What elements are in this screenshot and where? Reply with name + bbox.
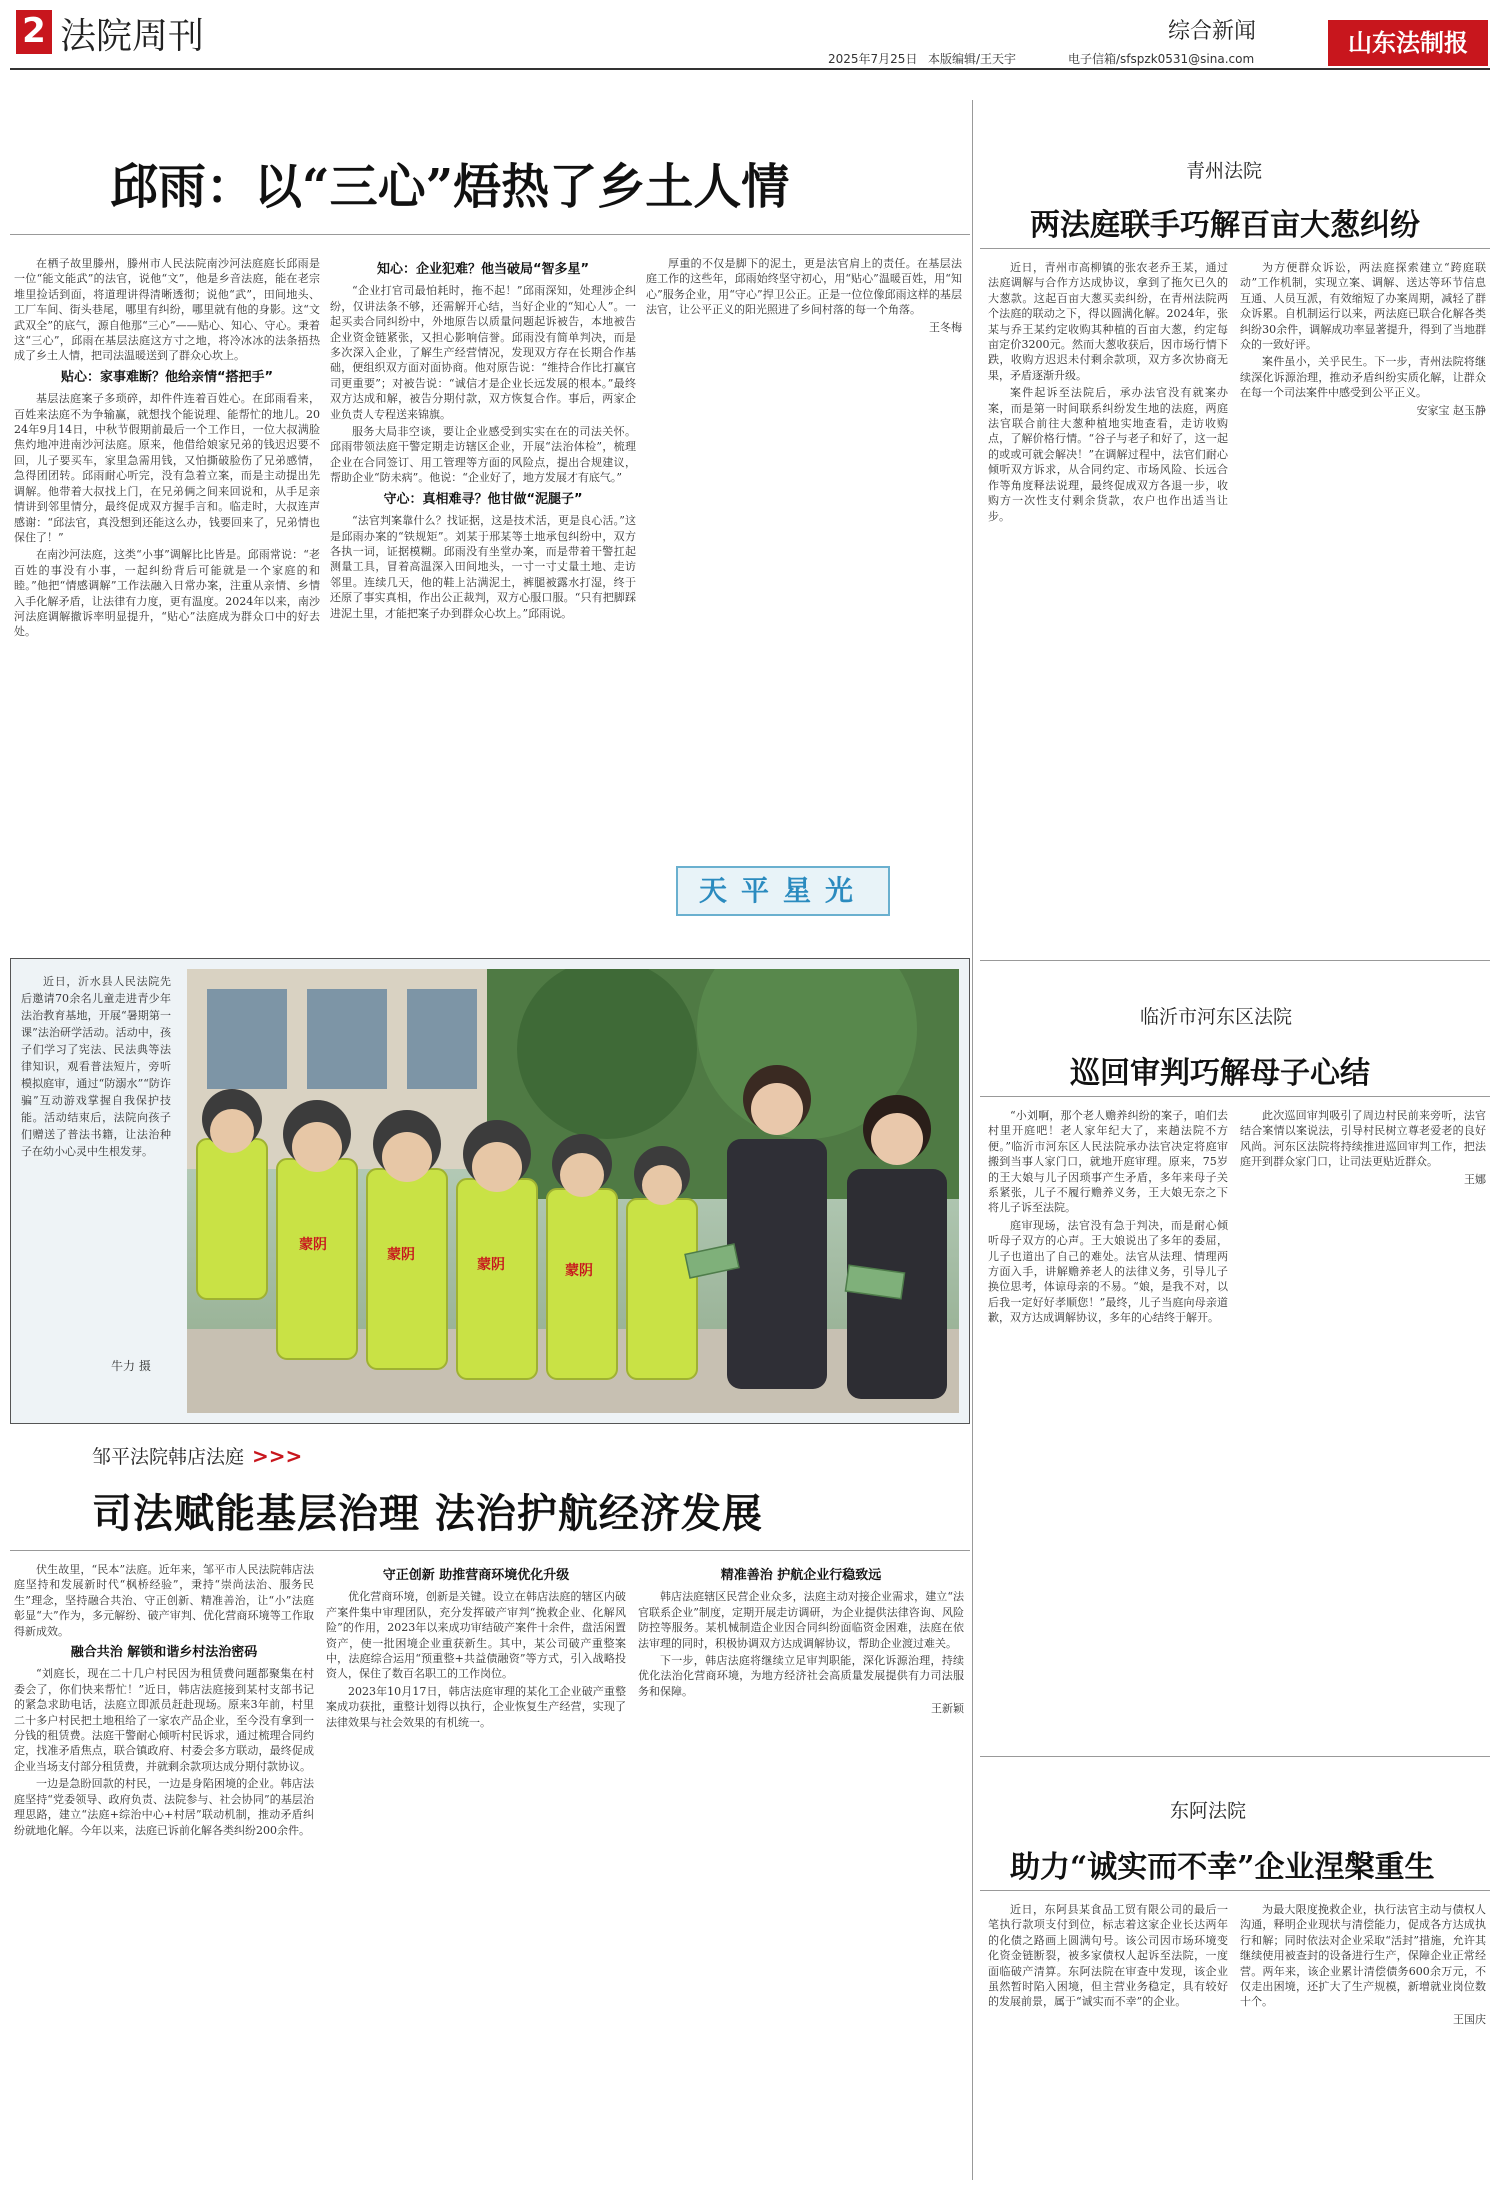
masthead-rule — [10, 68, 1490, 70]
email-label: 电子信箱/sfspzk0531@sina.com — [1068, 52, 1255, 66]
issue-date: 2025年7月25日 — [828, 52, 918, 66]
article4-rule — [980, 1096, 1490, 1097]
article2-body4: 案件虽小，关乎民生。下一步，青州法院将继续深化诉源治理，推动矛盾纠纷实质化解，让群众在每一个司法案件中感受到公平正义。 — [1240, 355, 1486, 400]
section-title: 法院周刊 — [60, 16, 205, 57]
article3-col1 — [14, 1562, 314, 2172]
article4-col1 — [988, 1108, 1228, 1748]
article2-body: 近日，青州市高柳镇的张农老乔王某，通过法庭调解与合作方达成协议，拿到了拖欠已久的大葱款。这起百亩大葱买卖纠纷，在青州法院两个法庭的联动之下，得以圆满化解。2024年，张某与乔王某约定收购其种植的百亩大葱，约定每亩定价3200元。然而大葱收获后，因市场行情下跌，收购方迟迟未付剩余款项，双方多次协商无果，矛盾逐渐升级。 — [988, 261, 1228, 382]
vest-label-3: 蒙阴 — [477, 1257, 505, 1273]
article3-s3-title: 精准善治 护航企业行稳致远 — [720, 1568, 882, 1583]
article5-byline: 王国庆 — [1453, 2012, 1486, 2026]
article3-col3 — [638, 1562, 964, 2172]
article2-col1 — [988, 260, 1228, 920]
kicker-arrows-icon: >>> — [252, 1443, 303, 1468]
article1-s3-body: “法官判案靠什么？找证据，这是技术活，更是良心活。”这是邱雨办案的“铁规矩”。刘某于邢某等土地承包纠纷中，双方各执一词，证据模糊。邱雨没有坐堂办案，而是带着干警扛起测量工具，冒着高温深入田间地头，一寸一寸丈量土地、走访邻里。连续几天，他的鞋上沾满泥土，裤腿被露水打湿，终于还原了事实真相，作出公正裁判，双方心服口服。“只有把脚踩进泥土里，才能把案子办到群众心坎上。”邱雨说。 — [330, 514, 636, 620]
article3-s3-body: 韩店法庭辖区民营企业众多，法庭主动对接企业需求，建立“法官联系企业”制度，定期开展走访调研，为企业提供法律咨询、风险防控等服务。某机械制造企业因合同纠纷面临资金困难，法庭在依法审理的同时，积极协调双方达成调解协议，帮助企业渡过难关。 — [638, 1590, 964, 1650]
article5-col1 — [988, 1902, 1228, 2178]
category-label: 综合新闻 — [1168, 19, 1257, 44]
article1-col3 — [646, 256, 962, 836]
article5-col2 — [1240, 1902, 1486, 2178]
article1-col1 — [14, 256, 320, 936]
paper-logo: 山东法制报 — [1328, 20, 1488, 66]
article2-byline: 安家宝 赵玉静 — [1416, 403, 1486, 417]
article5-kicker: 东阿法院 — [1170, 1800, 1247, 1822]
vest-label-4: 蒙阴 — [565, 1263, 593, 1279]
article5-rule — [980, 1890, 1490, 1891]
article4-title: 巡回审判巧解母子心结 — [1070, 1056, 1370, 1091]
article4-byline: 王娜 — [1464, 1172, 1486, 1186]
vest-label-2: 蒙阴 — [387, 1247, 415, 1263]
article1-s1-body: 基层法庭案子多琐碎，却件件连着百姓心。在邱雨看来，百姓来法庭不为争输赢，就想找个能说理、能帮忙的地儿。2024年9月14日，中秋节假期前最后一个工作日，一位大叔满脸焦灼地冲进南沙河法庭。原来，他借给娘家兄弟的钱迟迟要不回，儿子要买车，家里急需用钱，又怕撕破脸伤了兄弟感情，急得团团转。邱雨耐心听完，没有急着立案，而是主动提出先调解。他带着大叔找上门，在兄弟俩之间来回说和，从手足亲情讲到邻里情分，最终促成双方握手言和。临走时，大叔连声感谢：“邱法官，真没想到还能这么办，钱要回来了，兄弟情也保住了！” — [14, 392, 320, 544]
article3-s1-title: 融合共治 解锁和谐乡村法治密码 — [70, 1645, 258, 1661]
article2-col2 — [1240, 260, 1486, 920]
article4-kicker: 临沂市河东区法院 — [1140, 1006, 1293, 1028]
article4-body: “小刘啊，那个老人赡养纠纷的案子，咱们去村里开庭吧！老人家年纪大了，来趟法院不方便。”临沂市河东区人民法院承办法官决定将庭审搬到当事人家门口，就地开庭审理。原来，75岁的王大娘与儿子因琐事产生矛盾，多年来母子关系紧张，儿子不履行赡养义务，王大娘无奈之下将儿子诉至法院。 — [988, 1109, 1228, 1215]
article2-end-rule — [980, 960, 1490, 961]
article1-s2-body: “企业打官司最怕耗时，拖不起！”邱雨深知，处理涉企纠纷，仅讲法条不够，还需解开心结，当好企业的“知心人”。一起买卖合同纠纷中，外地原告以质量问题起诉被告，本地被告企业资金链紧张，又担心影响信誉。邱雨没有简单判决，而是多次深入企业，了解生产经营情况，发现双方存在长期合作基础，便组织双方面对面协商。他对原告说：“维持合作比打赢官司更重要”；对被告说：“诚信才是企业长远发展的根本。”最终双方达成和解，被告分期付款，双方恢复合作。事后，两家企业负责人专程送来锦旗。 — [330, 284, 636, 421]
page-number-badge: 2 — [16, 10, 52, 54]
article1-s2-title: 知心：企业犯难？他当破局“智多星” — [376, 262, 590, 277]
article5-body2: 为最大限度挽救企业，执行法官主动与债权人沟通，释明企业现状与清偿能力，促成各方达成执行和解；同时依法对企业采取“活封”措施，允许其继续使用被查封的设备进行生产，保障企业正常经营。两年来，该企业累计清偿债务600余万元，不仅走出困境，还扩大了生产规模，新增就业岗位数十个。 — [1240, 1903, 1486, 2009]
article2-rule — [980, 248, 1490, 249]
article1-s2-body2: 服务大局非空谈，要让企业感受到实实在在的司法关怀。邱雨带领法庭干警定期走访辖区企业，开展“法治体检”，梳理企业在合同签订、用工管理等方面的风险点，提出合规建议，帮助企业“防未病”。他说：“企业好了，地方发展才有底气。” — [330, 425, 636, 485]
photo-image — [187, 969, 959, 1413]
column-divider — [972, 100, 973, 2180]
vest-label-1: 蒙阴 — [299, 1237, 327, 1253]
article3-intro: 伏生故里，“民本”法庭。近年来，邹平市人民法院韩店法庭坚持和发展新时代“枫桥经验”，秉持“崇尚法治、服务民生”理念，坚持融合共治、守正创新、精准善治，让“小”法庭彰显“大”作为，多元解纷、破产审判、优化营商环境等工作取得新成效。 — [14, 1563, 314, 1638]
photo-credit: 牛力 摄 — [111, 1359, 151, 1373]
stamp-tianping: 天平星光 — [676, 866, 890, 916]
article3-rule — [10, 1550, 970, 1551]
article5-body: 近日，东阿县某食品工贸有限公司的最后一笔执行款项支付到位，标志着这家企业长达两年的化债之路画上圆满句号。该公司因市场环境变化资金链断裂，被多家债权人起诉至法院，一度面临破产清算。东阿法院在审查中发现，该企业虽然暂时陷入困境，但主营业务稳定，具有较好的发展前景，属于“诚实而不幸”的企业。 — [988, 1903, 1228, 2009]
article1-rule — [10, 234, 970, 235]
article3-kicker-row — [92, 1442, 302, 1469]
article3-col2 — [326, 1562, 626, 2172]
article4-col2 — [1240, 1108, 1486, 1748]
article3-kicker: 邹平法院韩店法庭 — [92, 1446, 245, 1468]
article1-s1-body2: 在南沙河法庭，这类“小事”调解比比皆是。邱雨常说：“老百姓的事没有小事，一起纠纷背后可能就是一个家庭的和睦。”他把“情感调解”工作法融入日常办案，注重从亲情、乡情入手化解矛盾，让法律有力度，更有温度。2024年以来，南沙河法庭调解撤诉率明显提升，“贴心”法庭成为群众口中的好去处。 — [14, 548, 320, 639]
article3-s1-body: “刘庭长，现在二十几户村民因为租赁费问题都聚集在村委会了，你们快来帮忙！”近日，韩店法庭接到某村支部书记的紧急求助电话，法庭立即派员赶赴现场。原来3年前，村里二十多户村民把土地租给了一家农产品企业，至今没有拿到一分钱的租赁费。法庭干警耐心倾听村民诉求，通过梳理合同约定，找准矛盾焦点，联合镇政府、村委会多方联动，最终促成企业当场支付部分租赁费，并就剩余款项达成分期付款协议。 — [14, 1667, 314, 1773]
article5-title: 助力“诚实而不幸”企业涅槃重生 — [1010, 1850, 1435, 1885]
article3-s2-title: 守正创新 助推营商环境优化升级 — [382, 1568, 570, 1583]
article2-kicker: 青州法院 — [1186, 160, 1263, 182]
article3-byline: 王新颖 — [931, 1702, 964, 1716]
photo-caption — [21, 973, 171, 1353]
article4-end-rule — [980, 1756, 1490, 1757]
article2-title: 两法庭联手巧解百亩大葱纠纷 — [1030, 208, 1420, 243]
article1-s1-title: 贴心：家事难断？他给亲情“搭把手” — [60, 369, 274, 385]
article4-body2: 庭审现场，法官没有急于判决，而是耐心倾听母子双方的心声。王大娘说出了多年的委屈，儿子也道出了自己的难处。法官从法理、情理两方面入手，讲解赡养老人的法律义务，引导儿子换位思考，体谅母亲的不易。“娘，是我不对，以后我一定好好孝顺您！”最终，儿子当庭向母亲道歉，双方达成调解协议，多年的心结终于解开。 — [988, 1218, 1228, 1325]
article3-title: 司法赋能基层治理 法治护航经济发展 — [92, 1490, 763, 1537]
article1-intro: 在栖子故里滕州，滕州市人民法院南沙河法庭庭长邱雨是一位“能文能武”的法官，说他“文”，他是乡音法庭，能在老宗堆里捡话到面，将道理讲得清晰透彻；说他“武”，田间地头、工厂车间、街头巷尾，哪里有纠纷，哪里就有他的身影。这“文武双全”的底气，源自他那“三心”——贴心、知心、守心。秉着这“三心”，邱雨在基层法庭这方寸之地，将冷冰冰的法条捂热成了乡土人情，把司法温暖送到了群众心坎上。 — [14, 257, 320, 363]
article1-s3-title: 守心：真相难寻？他甘做“泥腿子” — [383, 491, 583, 507]
article1-title: 邱雨：以“三心”焐热了乡土人情 — [110, 159, 790, 215]
article1-byline: 王冬梅 — [929, 320, 962, 334]
article1-s3-body2: 厚重的不仅是脚下的泥土，更是法官肩上的责任。在基层法庭工作的这些年，邱雨始终坚守初心，用“贴心”温暖百姓，用“知心”服务企业，用“守心”捍卫公正。正是一位位像邱雨这样的基层法官，让公平正义的阳光照进了乡间村落的每一个角落。 — [646, 257, 962, 317]
article3-s2-body2: 2023年10月17日，韩店法庭审理的某化工企业破产重整案成功获批，重整计划得以执行，企业恢复生产经营，实现了法律效果与社会效果的有机统一。 — [326, 1684, 626, 1729]
article3-s2-body: 优化营商环境，创新是关键。设立在韩店法庭的辖区内破产案件集中审理团队，充分发挥破产审判“挽救企业、化解风险”的作用，2023年以来成功审结破产案件十余件，盘活闲置资产，使一批困境企业重获新生。其中，某公司破产重整案中，法庭综合运用“预重整+共益债融资”等方式，引入战略投资人，保住了数百名职工的工作岗位。 — [326, 1590, 626, 1681]
photo-caption-text: 近日，沂水县人民法院先后邀请70余名儿童走进青少年法治教育基地，开展“暑期第一课”法治研学活动。活动中，孩子们学习了宪法、民法典等法律知识，观看普法短片，旁听模拟庭审，通过“防溺水”“防诈骗”互动游戏掌握自我保护技能。活动结束后，法院向孩子们赠送了普法书籍，让法治种子在幼小心灵中生根发芽。 — [21, 975, 171, 1158]
photo-illustration — [187, 969, 959, 1413]
article1-col2 — [330, 256, 636, 936]
article2-body2: 案件起诉至法院后，承办法官没有就案办案，而是第一时间联系纠纷发生地的法庭，两庭法官联合前往大葱种植地实地查看，走访收购点，了解价格行情。“谷子与老子和好了，这一起的或或可就会解决！”在调解过程中，法官们耐心倾听双方诉求，从合同约定、市场风险、长远合作等角度释法说理，最终促成双方各退一步，收购方一次性支付剩余货款，农户也作出适当让步。 — [988, 386, 1228, 523]
article2-body3: 为方便群众诉讼，两法庭探索建立“跨庭联动”工作机制，实现立案、调解、送达等环节信息互通、人员互派，有效缩短了办案周期，减轻了群众诉累。自机制运行以来，两法庭已联合化解各类纠纷30余件，调解成功率显著提升，得到了当地群众的一致好评。 — [1240, 261, 1486, 352]
article4-body3: 此次巡回审判吸引了周边村民前来旁听，法官结合案情以案说法，引导村民树立尊老爱老的良好风尚。河东区法院将持续推进巡回审判工作，把法庭开到群众家门口，让司法更贴近群众。 — [1240, 1109, 1486, 1169]
article3-s1-body2: 一边是急盼回款的村民，一边是身陷困境的企业。韩店法庭坚持“党委领导、政府负责、法院参与、社会协同”的基层治理思路，建立“法庭+综治中心+村居”联动机制，推动矛盾纠纷就地化解。今年以来，法庭已诉前化解各类纠纷200余件。 — [14, 1777, 314, 1837]
article3-s3-body2: 下一步，韩店法庭将继续立足审判职能，深化诉源治理，持续优化法治化营商环境，为地方经济社会高质量发展提供有力司法服务和保障。 — [638, 1654, 964, 1698]
editor-label: 本版编辑/王天宇 — [928, 52, 1017, 66]
photo-block — [10, 958, 970, 1424]
